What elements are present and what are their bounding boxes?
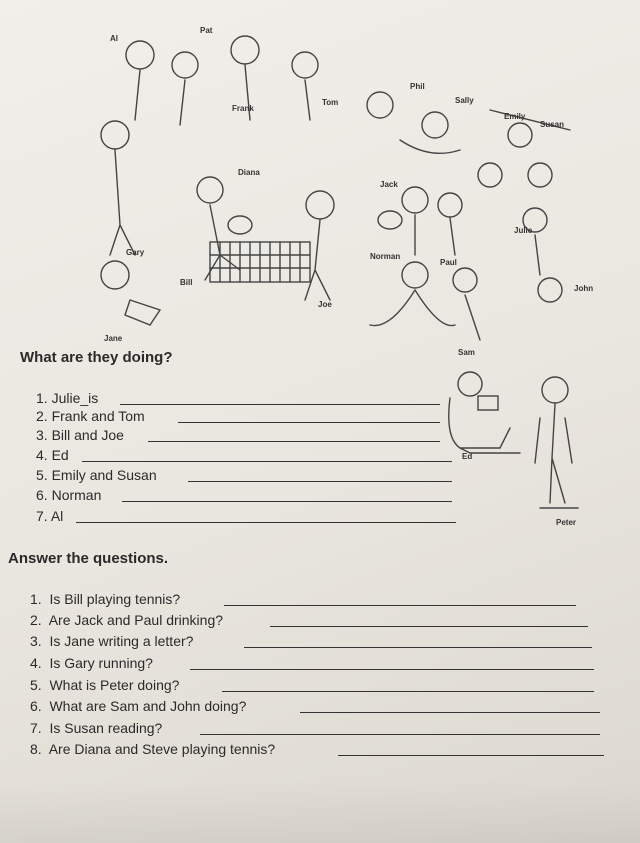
name-label-emily: Emily bbox=[504, 112, 526, 121]
name-label-phil: Phil bbox=[410, 82, 425, 91]
section-heading-what-are-they-doing: What are they doing? bbox=[20, 349, 173, 366]
question-item-6: 6. What are Sam and John doing? bbox=[30, 698, 247, 714]
question-blank-1[interactable] bbox=[224, 605, 576, 606]
answer-blank-5[interactable] bbox=[188, 481, 452, 482]
question-blank-2[interactable] bbox=[270, 626, 588, 627]
name-label-susan: Susan bbox=[540, 120, 565, 129]
name-label-peter: Peter bbox=[556, 518, 577, 527]
question-item-5: 5. What is Peter doing? bbox=[30, 677, 180, 693]
answer-blank-7[interactable] bbox=[76, 522, 456, 523]
question-blank-6[interactable] bbox=[300, 712, 600, 713]
answer-blank-6[interactable] bbox=[122, 501, 452, 502]
question-item-7: 7. Is Susan reading? bbox=[30, 720, 163, 736]
question-item-3: 3. Is Jane writing a letter? bbox=[30, 633, 194, 649]
question-blank-8[interactable] bbox=[338, 755, 604, 756]
exercise-item-4: 4. Ed bbox=[36, 447, 69, 463]
name-label-norman: Norman bbox=[370, 252, 401, 261]
question-item-4: 4. Is Gary running? bbox=[30, 655, 153, 671]
exercise-item-6: 6. Norman bbox=[36, 487, 102, 503]
name-label-al: Al bbox=[110, 34, 118, 43]
question-item-8: 8. Are Diana and Steve playing tennis? bbox=[30, 741, 276, 757]
answer-blank-4[interactable] bbox=[82, 461, 452, 462]
name-label-paul: Paul bbox=[440, 258, 457, 267]
exercise-item-7: 7. Al bbox=[36, 508, 64, 524]
name-label-bill: Bill bbox=[180, 278, 193, 287]
answer-blank-2[interactable] bbox=[178, 422, 440, 423]
characters-illustration bbox=[70, 10, 630, 365]
name-label-frank: Frank bbox=[232, 104, 254, 113]
name-label-pat: Pat bbox=[200, 26, 213, 35]
name-label-ed: Ed bbox=[462, 452, 473, 461]
answer-blank-1[interactable] bbox=[120, 404, 440, 405]
exercise-item-3: 3. Bill and Joe bbox=[36, 427, 124, 443]
section-heading-answer-the-questions: Answer the questions. bbox=[8, 550, 169, 567]
question-blank-3[interactable] bbox=[244, 647, 592, 648]
question-blank-5[interactable] bbox=[222, 691, 594, 692]
question-blank-4[interactable] bbox=[190, 669, 594, 670]
exercise-item-1: 1. Julie_is bbox=[36, 390, 99, 406]
name-label-jane: Jane bbox=[104, 334, 123, 343]
name-label-john: John bbox=[574, 284, 594, 293]
name-label-sally: Sally bbox=[455, 96, 474, 105]
name-label-diana: Diana bbox=[238, 168, 260, 177]
exercise-item-2: 2. Frank and Tom bbox=[36, 408, 145, 424]
name-label-joe: Joe bbox=[318, 300, 332, 309]
side-illustration bbox=[440, 368, 620, 528]
question-item-1: 1. Is Bill playing tennis? bbox=[30, 591, 181, 607]
name-label-gary: Gary bbox=[126, 248, 145, 257]
name-label-jack: Jack bbox=[380, 180, 398, 189]
name-label-tom: Tom bbox=[322, 98, 339, 107]
exercise-item-5: 5. Emily and Susan bbox=[36, 467, 157, 483]
answer-blank-3[interactable] bbox=[148, 441, 440, 442]
page-shadow bbox=[0, 780, 640, 843]
question-blank-7[interactable] bbox=[200, 734, 600, 735]
name-label-julie: Julie bbox=[514, 226, 533, 235]
question-item-2: 2. Are Jack and Paul drinking? bbox=[30, 612, 224, 628]
name-label-sam: Sam bbox=[458, 348, 475, 357]
